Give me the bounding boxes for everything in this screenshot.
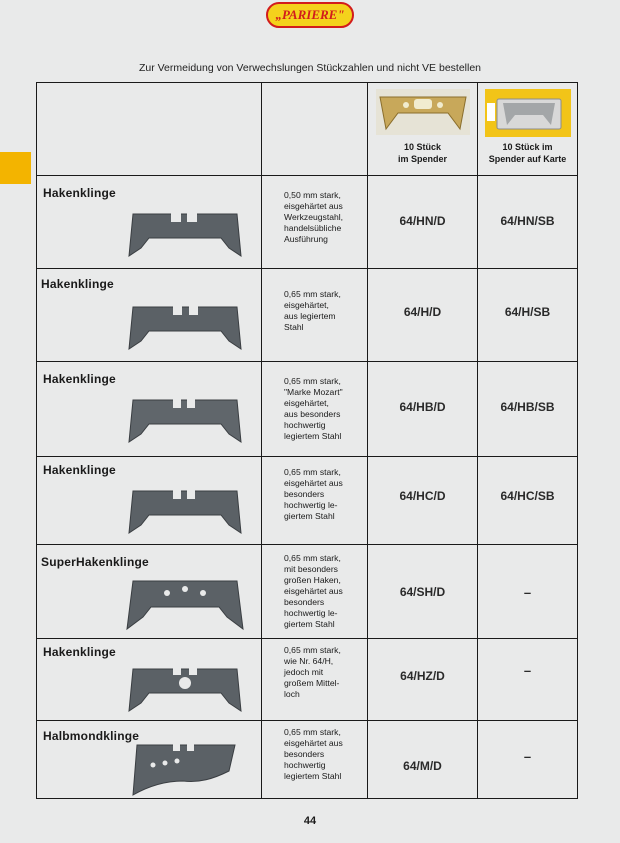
code-karte-cell [478,721,578,799]
blade-name-cell [37,176,262,269]
table-row [37,545,578,639]
desc-line: hochwertig le- [284,500,338,510]
desc-line: hochwertig [284,420,326,430]
desc-line: aus legiertem [284,311,336,321]
desc-line: loch [284,689,300,699]
table-row [37,457,578,545]
blade-description [284,190,363,245]
code-spender: 64/HZ/D [400,669,445,683]
table-row [37,639,578,721]
code-karte-cell [478,457,578,545]
table-row [37,269,578,362]
desc-line: 0,65 mm stark, [284,727,341,737]
header-karte-label-line2: Spender auf Karte [488,154,567,164]
header-spender-label [368,141,477,165]
header-karte-label-line1: 10 Stück im [502,142,553,152]
desc-line: eisgehärtet aus [284,586,343,596]
desc-line: eisgehärtet aus [284,478,343,488]
desc-line: 0,65 mm stark, [284,376,341,386]
card-pack-product-image [485,89,571,137]
header-empty-cell-2 [262,83,368,176]
blade-name: Hakenklinge [43,463,116,477]
desc-line: 0,65 mm stark, [284,467,341,477]
code-karte-dash: – [523,585,532,600]
logo-text: „PARIERE" [275,7,345,22]
pariere-logo [266,2,354,28]
blade-name-cell [37,362,262,457]
code-spender-cell [368,721,478,799]
desc-line: Werkzeugstahl, [284,212,344,222]
blade-name-cell [37,639,262,721]
code-spender-cell [368,545,478,639]
code-spender: 64/SH/D [399,585,446,599]
desc-line: 0,65 mm stark, [284,645,341,655]
desc-line: besonders [284,597,325,607]
blade-description-cell [262,639,368,721]
desc-line: "Marke Mozart" [284,387,343,397]
blade-description [284,376,363,442]
code-karte-dash: – [523,663,532,678]
desc-line: Ausführung [284,234,328,244]
code-karte-cell [478,639,578,721]
blade-name-cell [37,269,262,362]
desc-line: eisgehärtet aus [284,738,343,748]
blade-description-cell [262,721,368,799]
blade-description [284,467,363,522]
blade-description-cell [262,269,368,362]
blade-name: Hakenklinge [43,186,116,200]
desc-line: handelsübliche [284,223,342,233]
desc-line: großen Haken, [284,575,341,585]
desc-line: eisgehärtet, [284,398,329,408]
code-spender-cell [368,176,478,269]
desc-line: hochwertig le- [284,608,338,618]
blade-name-cell [37,545,262,639]
desc-line: mit besonders [284,564,338,574]
desc-line: aus besonders [284,409,341,419]
blade-description [284,289,363,333]
header-karte-label [478,141,577,165]
desc-line: giertem Stahl [284,619,335,629]
dispender-product-image [376,89,470,135]
super-hook-blade-icon [123,567,247,635]
hook-blade-icon [123,291,247,359]
table-row [37,362,578,457]
code-spender: 64/HB/D [399,400,446,414]
code-spender: 64/M/D [403,759,442,773]
header-spender-label-line1: 10 Stück [403,142,442,152]
blade-name-cell [37,721,262,799]
blade-description-cell [262,176,368,269]
desc-line: giertem Stahl [284,511,335,521]
hook-blade-center-hole-icon [123,653,247,721]
hook-blade-icon [123,475,247,543]
hook-blade-icon [123,198,247,266]
code-karte: 64/HB/SB [500,400,555,414]
desc-line: hochwertig [284,760,326,770]
blade-name: Hakenklinge [41,277,114,291]
code-karte: 64/HC/SB [500,489,555,503]
blade-description-cell [262,457,368,545]
desc-line: besonders [284,749,325,759]
code-spender: 64/HN/D [399,214,446,228]
blade-description [284,645,363,700]
blade-description [284,553,363,630]
code-spender-cell [368,457,478,545]
blade-name: Hakenklinge [43,645,116,659]
code-spender-cell [368,639,478,721]
code-karte-dash: – [523,749,532,764]
blade-name: Halbmondklinge [43,729,140,743]
code-spender-cell [368,362,478,457]
page-number: 44 [303,815,317,827]
desc-line: Stahl [284,322,304,332]
blade-name-cell [37,457,262,545]
desc-line: legiertem Stahl [284,771,342,781]
code-karte: 64/H/SB [504,305,551,319]
header-empty-cell-1 [37,83,262,176]
table-row [37,176,578,269]
section-tab-marker [0,152,31,184]
desc-line: 0,65 mm stark, [284,553,341,563]
code-karte-cell [478,545,578,639]
desc-line: 0,50 mm stark, [284,190,341,200]
blade-name: Hakenklinge [43,372,116,386]
code-karte: 64/HN/SB [500,214,555,228]
blade-description-cell [262,362,368,457]
code-spender-cell [368,269,478,362]
table-header-row [37,83,578,176]
code-spender: 64/H/D [403,305,442,319]
blade-catalog-table [36,82,578,799]
header-karte-cell [478,83,578,176]
code-spender: 64/HC/D [399,489,446,503]
header-spender-cell [368,83,478,176]
desc-line: jedoch mit [284,667,324,677]
desc-line: legiertem Stahl [284,431,342,441]
code-karte-cell [478,362,578,457]
table-row [37,721,578,799]
blade-name: SuperHakenklinge [41,555,149,569]
desc-line: wie Nr. 64/H, [284,656,334,666]
desc-line: besonders [284,489,325,499]
desc-line: großem Mittel- [284,678,340,688]
code-karte-cell [478,269,578,362]
desc-line: 0,65 mm stark, [284,289,341,299]
half-moon-blade-icon [123,731,247,799]
header-spender-label-line2: im Spender [397,154,447,164]
desc-line: eisgehärtet aus [284,201,343,211]
desc-line: eisgehärtet, [284,300,329,310]
blade-description-cell [262,545,368,639]
hook-blade-icon [123,384,247,452]
page-subtitle: Zur Vermeidung von Verwechslungen Stückzahlen und nicht VE bestellen [138,62,482,74]
code-karte-cell [478,176,578,269]
blade-description [284,727,363,782]
